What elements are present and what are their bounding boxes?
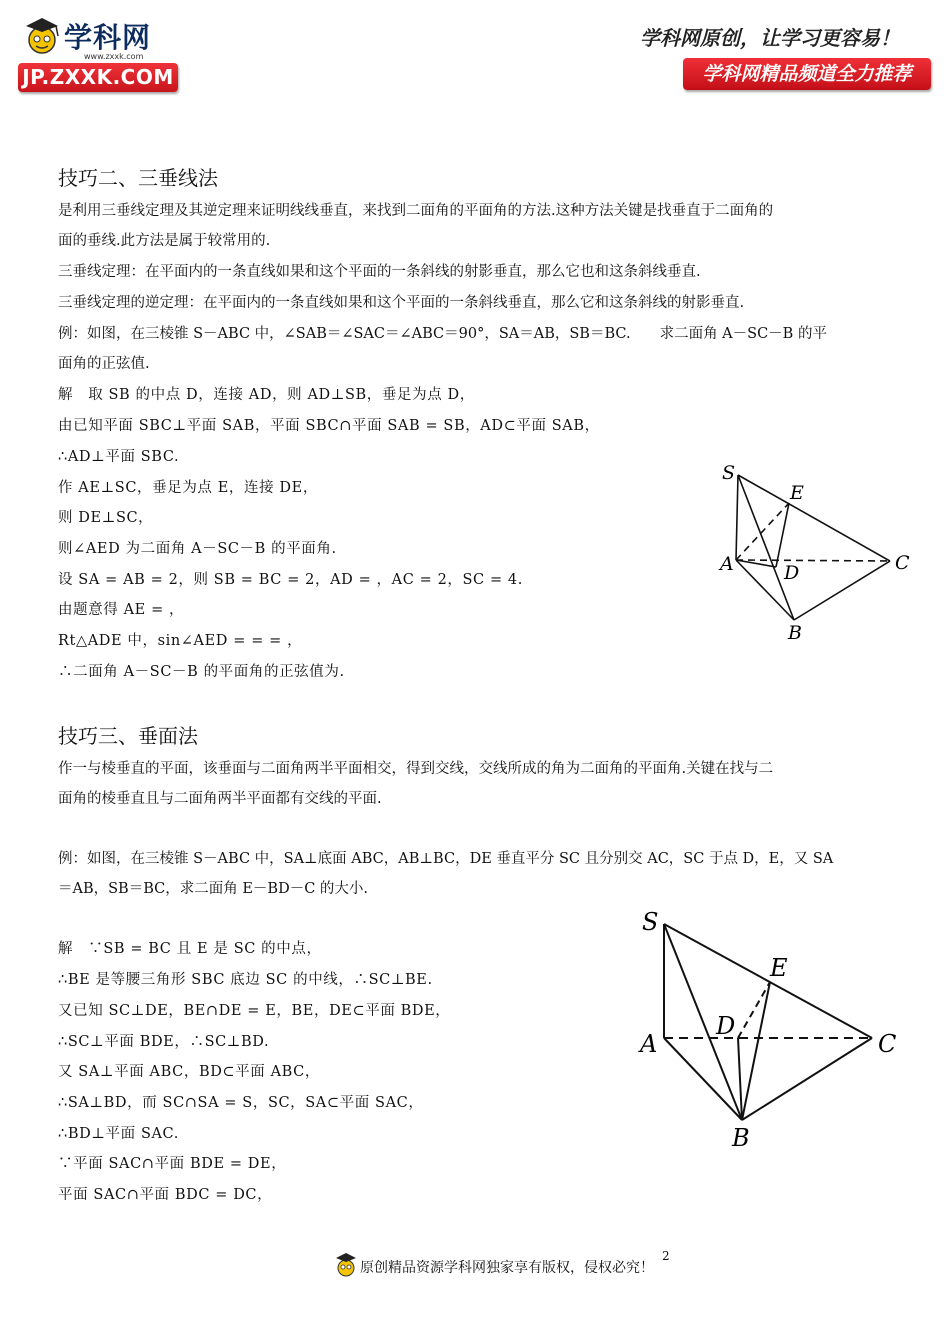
example-line [58, 847, 833, 868]
mascot-icon [22, 14, 62, 58]
edge-SB [738, 475, 794, 620]
example-line [58, 322, 827, 343]
solution-line: 作 AE⊥SC，垂足为点 E，连接 DE， [58, 480, 318, 496]
solution-line: 又 SA⊥平面 ABC，BD⊂平面 ABC， [58, 1064, 320, 1080]
label-E: E [790, 482, 804, 504]
label-A: A [640, 1030, 658, 1058]
solution-line: 则 DE⊥SC， [58, 510, 154, 526]
solution-line: 则∠AED 为二面角 A－SC－B 的平面角. [58, 541, 337, 557]
example-line: 面角的正弦值. [58, 356, 150, 372]
solution-line: Rt△ADE 中，sin∠AED = = = ， [58, 633, 303, 649]
paragraph-line: 面角的棱垂直且与二面角两半平面都有交线的平面. [58, 791, 382, 807]
edge-BC [794, 561, 890, 620]
edge-AE [736, 503, 789, 560]
solution-line: 平面 SAC∩平面 BDC = DC， [58, 1187, 273, 1203]
solution-line [58, 383, 475, 404]
paragraph-line: 是利用三垂线定理及其逆定理来证明线线垂直，来找到二面角的平面角的方法.这种方法关键是找垂直于二面角的 [58, 203, 774, 219]
solution-label: 解 [58, 941, 74, 957]
edge-BC [742, 1038, 872, 1120]
label-S: S [642, 908, 659, 936]
pyramid-figure-1 [710, 455, 920, 650]
label-B: B [732, 1124, 750, 1152]
solution-line: ∴SA⊥BD，而 SC∩SA = S，SC，SA⊂平面 SAC， [58, 1095, 424, 1111]
example-line: ＝AB，SB＝BC，求二面角 E－BD－C 的大小. [58, 881, 369, 897]
edge-BD [738, 1038, 742, 1120]
solution-line: 由题意得 AE = ， [58, 602, 185, 618]
label-S: S [722, 462, 736, 484]
example-label: 例： [58, 326, 87, 342]
logo-url-small: www.zxxk.com [84, 52, 144, 61]
example-text: 如图，在三棱锥 S－ABC 中，∠SAB＝∠SAC＝∠ABC＝90°，SA＝AB，SB＝BC. 求二面角 A－SC－B 的平 [87, 326, 827, 342]
label-D: D [716, 1012, 736, 1040]
paragraph-line: 作一与棱垂直的平面，该垂面与二面角两半平面相交，得到交线，交线所成的角为二面角的平面角.关键在找与二 [58, 761, 774, 777]
label-A: A [720, 553, 734, 575]
label-C: C [878, 1030, 897, 1058]
solution-line [58, 937, 322, 958]
solution-line: ∴SC⊥平面 BDE，∴SC⊥BD. [58, 1034, 270, 1050]
label-C: C [895, 552, 910, 574]
solution-line: ∴BD⊥平面 SAC. [58, 1126, 179, 1142]
solution-line: ∴二面角 A－SC－B 的平面角的正弦值为. [58, 664, 345, 680]
edge-SA [736, 475, 738, 560]
solution-line: 又已知 SC⊥DE，BE∩DE = E，BE，DE⊂平面 BDE， [58, 1003, 451, 1019]
edge-DE [776, 503, 789, 567]
paragraph-line: 面的垂线.此方法是属于较常用的. [58, 233, 271, 249]
label-E: E [770, 954, 788, 982]
mascot-icon [334, 1250, 358, 1280]
solution-label: 解 [58, 387, 74, 403]
label-B: B [788, 622, 802, 644]
section-title: 技巧三、垂面法 [58, 724, 198, 748]
label-D: D [784, 562, 800, 584]
paragraph-line: 三垂线定理：在平面内的一条直线如果和这个平面的一条斜线的射影垂直，那么它也和这条斜线垂直. [58, 264, 701, 280]
copyright-note: 原创精品资源学科网独家享有版权，侵权必究！ [360, 1260, 654, 1276]
edge-BE [742, 982, 770, 1120]
solution-line: 设 SA = AB = 2，则 SB = BC = 2，AD = ，AC = 2，SC = 4. [58, 572, 523, 588]
promo-badge[interactable]: 学科网精品频道全力推荐 [683, 58, 931, 90]
edge-AB [664, 1038, 742, 1120]
example-label: 例： [58, 851, 87, 867]
site-logo[interactable] [22, 14, 182, 64]
edge-AC [736, 560, 890, 561]
section-title: 技巧二、三垂线法 [58, 166, 218, 190]
edge-SC [738, 475, 890, 561]
solution-text: ∵SB = BC 且 E 是 SC 的中点， [88, 941, 322, 957]
page-number: 2 [662, 1249, 670, 1263]
logo-badge[interactable]: JP.ZXXK.COM [18, 63, 178, 92]
solution-text: 取 SB 的中点 D，连接 AD，则 AD⊥SB，垂足为点 D， [88, 387, 475, 403]
solution-line: ∴BE 是等腰三角形 SBC 底边 SC 的中线，∴SC⊥BE. [58, 972, 433, 988]
edge-SC [664, 924, 872, 1038]
slogan-text: 学科网原创，让学习更容易！ [640, 26, 900, 50]
logo-name: 学科网 [64, 21, 152, 54]
pyramid-figure-2 [630, 900, 910, 1160]
paragraph-line: 三垂线定理的逆定理：在平面内的一条直线如果和这个平面的一条斜线垂直，那么它和这条斜线的射影垂直. [58, 295, 745, 311]
solution-line: ∴AD⊥平面 SBC. [58, 449, 180, 465]
solution-line: 由已知平面 SBC⊥平面 SAB，平面 SBC∩平面 SAB = SB，AD⊂平面 SAB， [58, 418, 600, 434]
solution-line: ∵平面 SAC∩平面 BDE = DE， [58, 1156, 287, 1172]
example-text: 如图，在三棱锥 S－ABC 中，SA⊥底面 ABC，AB⊥BC，DE 垂直平分 SC 且分别交 AC，SC 于点 D，E，又 SA [87, 851, 834, 867]
